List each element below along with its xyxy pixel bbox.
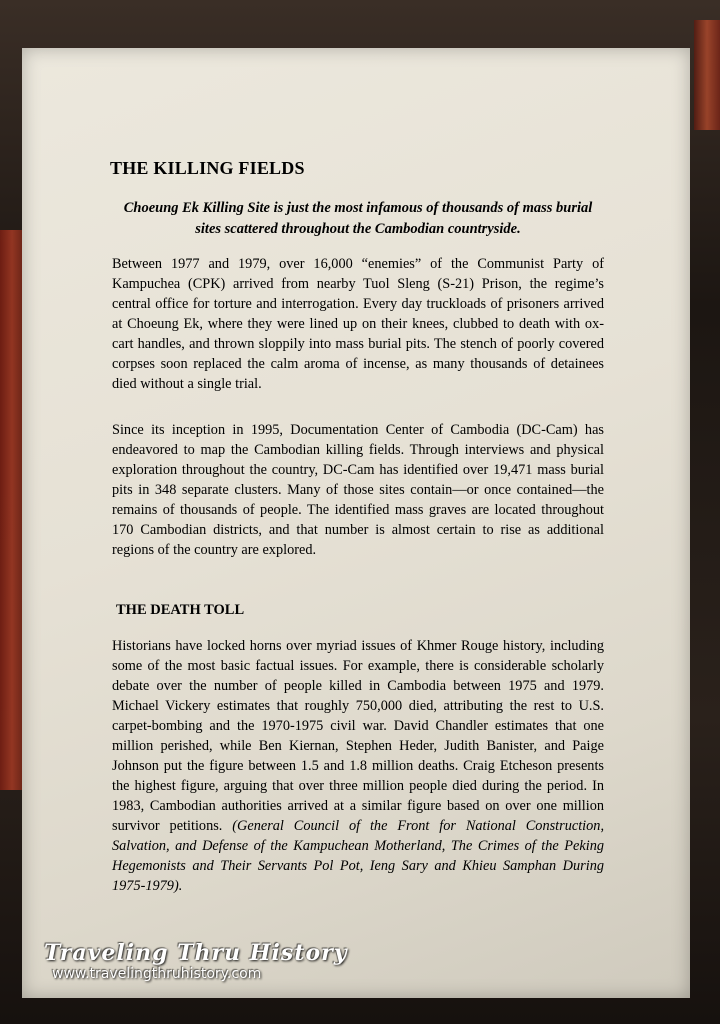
paragraph-dc-cam: Since its inception in 1995, Documentation Center of Cambodia (DC-Cam) has endeavored to map the Cambodian killing fields. Through interviews and physical exploration throughout the country, DC-Cam has identified over 19,471 mass burial pits in 348 separate clusters. Many of those sites contain—or once contained—the remains of thousands of people. The identified mass graves are located throughout 170 Cambodian districts, and that number is almost certain to rise as additional regions of the country are explored. (112, 422, 604, 558)
sign-title: THE KILLING FIELDS (110, 158, 305, 178)
watermark-title: Traveling Thru History (44, 940, 348, 966)
section-title-death-toll: THE DEATH TOLL (116, 602, 245, 618)
watermark (44, 940, 348, 982)
paragraph-intro: Between 1977 and 1979, over 16,000 “enemies” of the Communist Party of Kampuchea (CPK) arrived from nearby Tuol Sleng (S-21) Prison, the regime’s central office for torture and interrogation. Every day truckloads of prisoners arrived at Choeung Ek, where they were lined up on their knees, clubbed to death with ox-cart handles, and thrown sloppily into mass burial pits. The stench of poorly covered corpses soon replaced the calm aroma of incense, as many thousands of detainees died without a single trial. (112, 256, 604, 392)
paragraph-death-toll (112, 636, 604, 896)
sign-subtitle: Choeung Ek Killing Site is just the most infamous of thousands of mass burial sites scattered throughout the Cambodian countryside. (123, 200, 593, 237)
death-toll-text: Historians have locked horns over myriad issues of Khmer Rouge history, including some of the most basic factual issues. For example, there is considerable scholarly debate over the number of people killed in Cambodia between 1975 and 1979. Michael Vickery estimates that roughly 750,000 died, attributing the rest to U.S. carpet-bombing and the 1970-1975 civil war. David Chandler estimates that one million perished, while Ben Kiernan, Stephen Heder, Judith Banister, and Paige Johnson put the figure between 1.5 and 1.8 million deaths. Craig Etcheson presents the highest figure, arguing that over three million people died during the period. In 1983, Cambodian authorities arrived at a similar figure based on over one million survivor petitions. (112, 638, 604, 834)
peeling-paint-right (694, 20, 720, 130)
watermark-url: www.travelingthruhistory.com (52, 966, 262, 982)
death-toll-citation: (General Council of the Front for National Construction, Salvation, and Defense of the Kampuchean Motherland, The Crimes of the Peking Hegemonists and Their Servants Pol Pot, Ieng Sary and Khieu Samphan During 1975-1979). (112, 818, 605, 894)
